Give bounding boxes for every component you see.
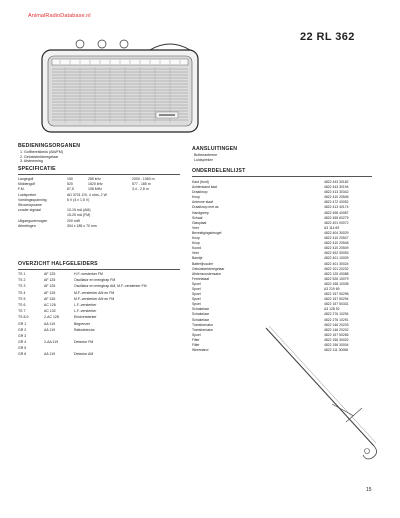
specs-heading: SPECIFICATIE [18,166,56,172]
controls-heading: BEDIENINGSORGANEN [18,143,81,149]
controls-item: 2. Geluidsterkteregelaar [20,154,59,159]
parts-row: Weerstand 4822 111 30068 [192,348,349,353]
semis-row: GR 4 2-AA 119 Detector FM [18,340,94,345]
watermark: AnimalRadioDatabase.nl [28,13,91,19]
parts-row: Koord 4822 410 20549 [192,246,349,251]
specs-row: Luidspreker AD 3701 Z/X, 4 ohm, 2 W [18,192,107,197]
semis-table [18,272,188,359]
parts-row: Spoel 4822 157 50265 [192,332,349,337]
parts-row: Batterijhouder 4822 401 30024 [192,261,349,266]
parts-row: Antenne staaf 4822 472 40052 [192,200,349,205]
parts-row: Bevestigingsbeugel 4822 404 30029 [192,230,349,235]
knob-3-icon [120,40,128,48]
parts-row: Spoel 4822 157 50294 [192,297,349,302]
semis-row: TS 5 AF 126 M.F.-versterker AM en FM [18,296,115,301]
parts-row: Geluidsterkteregelaar 4822 101 20232 [192,266,349,271]
parts-row: Spoel A3 219 69 [192,286,340,291]
parts-row: Knop 4822 410 20547 [192,236,349,241]
page-number: 15 [366,487,372,493]
specs-row: Stroomopname [18,202,42,207]
parts-row: Filter 4822 156 30004 [192,343,349,347]
parts-row: Achterwand kast 4822 443 30194 [192,185,349,190]
specs-row: 15-25 mA (FM) [67,213,91,218]
parts-row: Veer 4822 492 30053 [192,251,349,256]
semis-row: TS 1 AF 125 H.F.-versterker FM [18,272,103,276]
parts-row: Handgreep 4822 498 40087 [192,210,349,215]
parts-row: Schakelaar 4822 276 10294 [192,312,349,317]
parts-row: Filter 4822 156 30002 [192,337,349,342]
specs-row: F.M. 87,5 108 MHz 3,4 - 2,8 m [18,187,149,192]
accessories-heading: AANSLUITINGEN [192,146,238,152]
semis-heading: OVERZICHT HALFGELEIDERS [18,261,98,267]
parts-row: Schakelaar 4822 276 10291 [192,317,349,322]
semis-row: TS 2 AF 125 Oscillator en mengtrap FM [18,278,116,283]
accessories-list [194,153,314,162]
knob-2-icon [98,40,106,48]
semis-row: TS 8-9 2-AC 128 Eindversterker [18,315,97,320]
parts-row: Spoel 4822 158 10008 [192,281,349,286]
parts-heading: ONDERDELENLIJST [192,168,246,174]
semis-divider [18,269,180,270]
radio-illustration [40,38,202,136]
controls-item: 3. Afstemming [20,159,43,164]
semis-row: GR 1 AA 119 Begrenzer [18,321,91,326]
specs-row: Uitgangsvermogen 200 mW [18,218,81,223]
semis-row: GR 5 [18,346,27,351]
parts-row: Schakelaar A3 128 92 [192,307,340,312]
parts-row: Ferrietstaaf 4822 526 10079 [192,276,349,281]
parts-row: Draaiknop met as 4822 413 40174 [192,205,349,210]
parts-divider [192,176,372,177]
parts-row: Glasplaat 4822 401 00072 [192,220,349,225]
parts-row: Knop 4822 410 20546 [192,195,349,200]
parts-row: Draaiknop 4822 413 30342 [192,190,349,195]
controls-list [20,150,180,164]
accessories-item: Luidspreker [194,157,213,162]
antenna-drawing [262,318,392,480]
parts-row: Afstemcondensator 4822 125 40088 [192,271,349,276]
semis-row: GR 3 [18,333,27,338]
specs-table [18,177,183,229]
semis-row: TS 3 AF 126 Oscillator en mengtrap AM, M.F.-versterker FM [18,284,147,289]
specs-row: Afmetingen 304 x 185 x 70 mm [18,223,97,228]
semis-row: GR 6 AA 119 Detector AM [18,352,94,357]
specs-row: Middengolf 520 1620 kHz 577 - 185 m [18,182,151,187]
semis-row: TS 7 AC 132 L.F.-versterker [18,309,97,314]
parts-row: Spoel 4822 157 50298 [192,292,349,297]
controls-item: 1. Golfbereikkeus (AM/FM) [20,150,63,154]
parts-row: Veer A3 114 69 [192,225,340,230]
parts-row: Kast (front) 4822 443 30182 [192,180,349,184]
accessories-item: Buitenantenne [194,153,218,157]
specs-row: Voedingsspanning 6 V (4 x 1,5 V) [18,197,90,202]
specs-row: Langegolf 150 285 kHz 2000 - 1060 m [18,177,155,181]
semis-row: TS 6 AC 126 L.F.-versterker [18,302,97,307]
semis-row: GR 2 AA 119 Ratiodetector [18,327,95,332]
knob-1-icon [76,40,84,48]
parts-row: Bandje 4822 401 10009 [192,256,349,261]
specs-divider [18,174,180,175]
specs-row: zonder signaal 10-15 mA (AM) [18,208,91,213]
semis-row: TS 4 AF 126 M.F.-versterker AM en FM [18,290,115,295]
parts-row: Schaal 4822 455 60279 [192,215,349,220]
model-number: 22 RL 362 [300,31,355,43]
parts-row: Transformator 4822 146 20202 [192,327,349,332]
parts-row: Spoel 4822 157 50331 [192,302,349,307]
parts-row: Transformator 4822 146 20203 [192,322,349,327]
parts-row: Knop 4822 410 20548 [192,241,349,246]
